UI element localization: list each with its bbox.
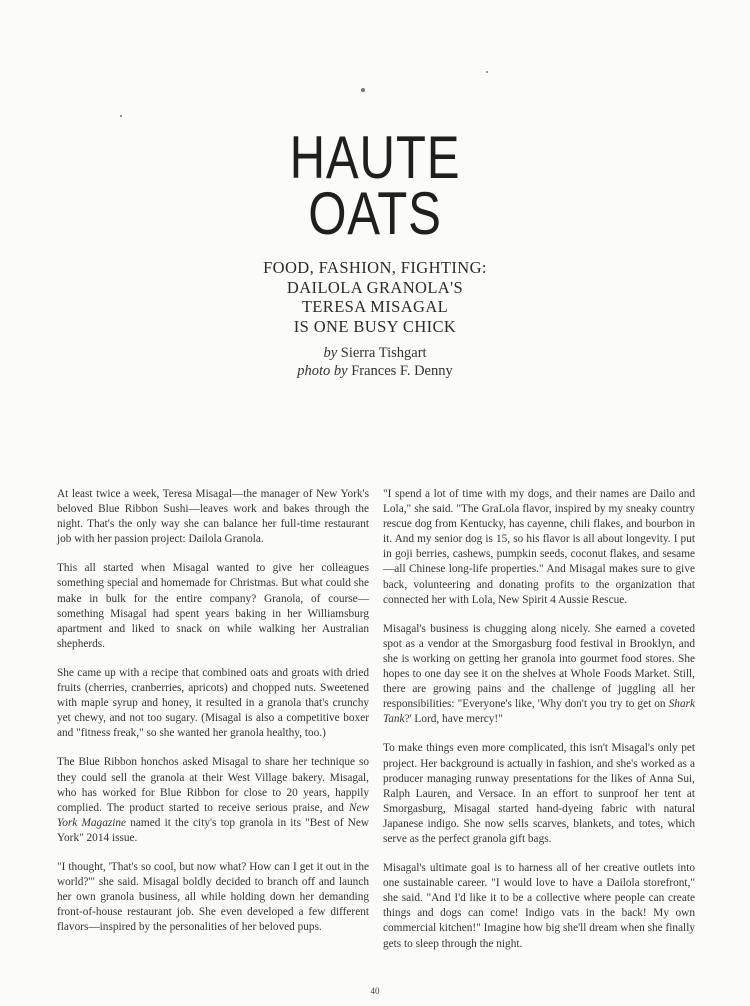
photographer-name: Frances F. Denny (351, 363, 453, 379)
deck-line: FOOD, FASHION, FIGHTING: (263, 258, 487, 277)
body-paragraph: "I spend a lot of time with my dogs, and their names are Dailo and Lola," she said. "The GraLola flavor, inspired by my sneaky country rescue dog from Kentucky, has cayenne, chili flakes, and bourbon in it. And my senior dog is 15, so his flavor is all about longevity. I put in goji berries, cashews, pumpkin seeds, coconut flakes, and sesame—all Chinese long-life properties." And Misagal makes sure to give back, volunteering and donating profits to the organization that connected her with Lola, New Spirit 4 Aussie Rescue. (383, 488, 695, 606)
body-column-right (383, 487, 695, 966)
body-paragraph (383, 622, 695, 728)
body-paragraph: Misagal's ultimate goal is to harness all of her creative outlets into one sustainable career. "I would love to have a Dailola storefront," she said. "And I'd like it to be a collective where people can create things and dogs can come! Indigo vats in the back! My own commercial kitchen!" Imagine how big she'll dream when she finally gets to sleep through the night. (383, 862, 695, 950)
body-paragraph: At least twice a week, Teresa Misagal—the manager of New York's beloved Blue Ribbon Sushi—leaves work and bakes through the night. That's the only way she can balance her full-time restaurant job with her passion project: Dailola Granola. (57, 488, 369, 546)
paragraph-text: named it the city's top granola in its "Best of New York" 2014 issue. (57, 816, 369, 844)
title-line: OATS (308, 180, 442, 247)
deck-line: TERESA MISAGAL (301, 297, 449, 316)
scan-speck (361, 88, 365, 92)
paragraph-text: ?' Lord, have mercy!" (404, 713, 503, 726)
paragraph-text: The Blue Ribbon honchos asked Misagal to share her technique so they could sell the granola at their West Village bakery. Misagal, who has worked for Blue Ribbon for close to 20 years, happily complied. The product started to receive serious praise, and (57, 756, 369, 814)
paragraph-text: Misagal's business is chugging along nicely. She earned a coveted spot as a vendor at the Smorgasburg food festival in Brooklyn, and she is working on getting her granola into gourmet food stores. She hopes to one day see it on the shelves at Whole Foods Market. Still, there are growing pains and the challenge of juggling all her responsibilities: "Everyone's like, 'Why don't you try to get on (383, 622, 695, 711)
body-paragraph: This all started when Misagal wanted to give her colleagues something special and homemade for Christmas. But what could she make in bulk for the entire company? Granola, of course—something Misagal had spent years baking in her Williamsburg apartment and liked to snack on while walking her Australian shepherds. (57, 562, 369, 650)
article-title (0, 124, 750, 247)
body-paragraph: To make things even more complicated, this isn't Misagal's only pet project. Her background is actually in fashion, and she's worked as a producer managing runway presentations for the likes of Anna Sui, Ralph Lauren, and Versace. In an effort to sunproof her tent at Smorgasburg, Misagal started hand-dyeing fabric with natural Japanese indigo. She now sells scarves, blankets, and totes, which serve as the perfect granola gift bags. (383, 742, 695, 845)
author-name: Sierra Tishgart (340, 345, 427, 361)
article-deck (0, 258, 750, 336)
by-prefix: by (323, 345, 338, 361)
deck-line: IS ONE BUSY CHICK (293, 316, 457, 336)
scan-speck (486, 71, 488, 73)
byline (0, 344, 750, 380)
scan-speck (120, 115, 122, 117)
deck-line: DAILOLA GRANOLA'S (286, 277, 464, 297)
body-paragraph (57, 755, 369, 846)
author-credit (0, 344, 750, 362)
body-paragraph: "I thought, 'That's so cool, but now what? How can I get it out in the world?'" she said. Misagal boldly decided to branch off and launch her own granola business, all while holding down her demanding front-of-house restaurant job. She even developed a few different flavors—inspired by the personalities of her beloved pups. (57, 860, 369, 934)
photo-credit (0, 362, 750, 380)
title-line: HAUTE (289, 124, 461, 191)
body-column-left (57, 487, 369, 949)
photo-prefix: photo by (297, 363, 348, 379)
publication-title: New York Magazine (57, 801, 369, 829)
show-title: Shark Tank (383, 698, 695, 726)
body-paragraph: She came up with a recipe that combined oats and groats with dried fruits (cherries, cranberries, apricots) and chopped nuts. Sweetened with maple syrup and honey, it resulted in a granola that's crunchy yet chewy, and not too sugary. (Misagal is also a competitive boxer and "fitness freak," so she wanted her granola healthy, too.) (57, 666, 369, 740)
page-number: 40 (370, 986, 380, 996)
